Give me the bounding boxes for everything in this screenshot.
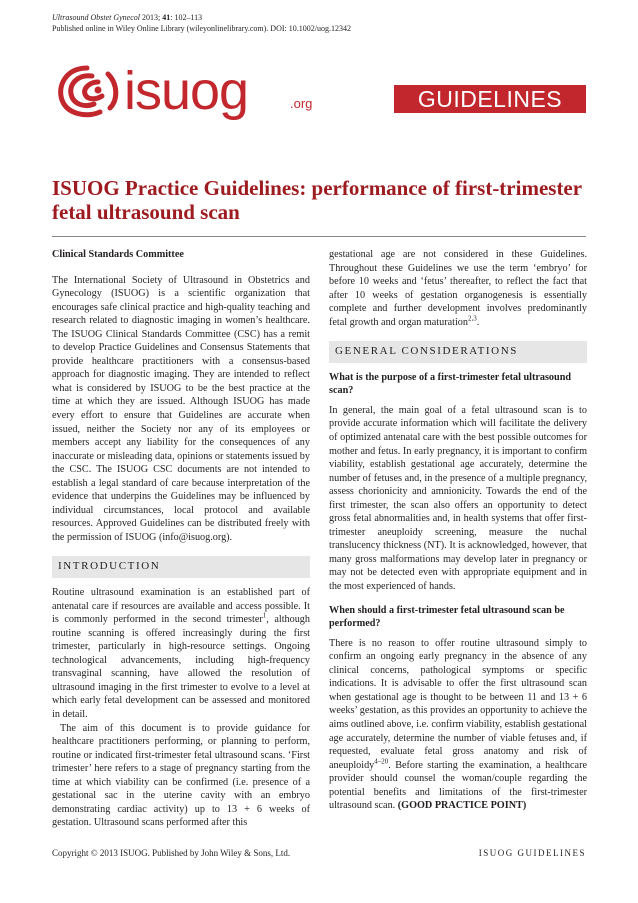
journal-name: Ultrasound Obstet Gynecol bbox=[52, 13, 140, 22]
introduction-paragraph-2: The aim of this document is to provide guidance for healthcare practitioners performing, or planning to perform, routine or indicated first-trimester fetal ultrasound scans. ‘First trimester’ here refers to a stage of pregnancy starting from the time at which viability can be confirmed (i.e. presence of a gestational sac in the uterine cavity with an embryo demonstrating cardiac activity) up to 13 + 6 weeks of gestation. Ultrasound scans performed after this bbox=[52, 722, 310, 829]
introduction-paragraph-1: Routine ultrasound examination is an established part of antenatal care if resources are available and access possible. It is commonly performed in the second trimester$^1$, although routine scanning is offered increasingly during the first trimester, particularly in high-resource settings. Ongoing technological advancements, including high-frequency transvaginal scanning, have allowed the resolution of ultrasound imaging in the first trimester to evolve to a level at which early fetal development can be assessed and monitored in detail. bbox=[52, 587, 310, 720]
question-timing: When should a first-trimester fetal ultrasound scan be performed? bbox=[329, 604, 565, 630]
intro-disclaimer-paragraph: The International Society of Ultrasound in Obstetrics and Gynecology (ISUOG) is a scientific organization that encourages safe clinical practice and high-quality teaching and research related to diagnostic imaging in women’s healthcare. The ISUOG Clinical Standards Committee (CSC) has a remit to develop Practice Guidelines and Consensus Statements that provide healthcare practitioners with a consensus-based approach for diagnostic imaging. They are intended to reflect what is considered by ISUOG to be the best practice at the time at which they are issued. Although ISUOG has made every effort to ensure that Guidelines are accurate when issued, neither the Society nor any of its employees or members accept any liability for the consequences of any inaccurate or misleading data, opinions or statements issued by the CSC. The ISUOG CSC documents are not intended to establish a legal standard of care because interpretation of the evidence that underpins the Guidelines may be influenced by individual circumstances, local protocol and available resources. Approved Guidelines can be distributed freely with the permission of ISUOG (info@isuog.org). bbox=[52, 274, 310, 543]
reference-marker: 2,3 bbox=[468, 314, 477, 323]
volume: 41 bbox=[162, 13, 171, 22]
footer-running-title: ISUOG GUIDELINES bbox=[478, 848, 586, 858]
fetus-logo-icon bbox=[52, 60, 122, 122]
logo-wordmark: isuog bbox=[124, 61, 249, 121]
isuog-logo bbox=[52, 60, 352, 130]
footer-copyright: Copyright © 2013 ISUOG. Published by John Wiley & Sons, Ltd. bbox=[52, 848, 291, 858]
pages: : 102–113 bbox=[170, 13, 203, 22]
committee-name: Clinical Standards Committee bbox=[52, 249, 184, 260]
answer-purpose: In general, the main goal of a fetal ultrasound scan is to provide accurate information which will facilitate the delivery of optimized antenatal care with the best possible outcomes for mother and fetus. In early pregnancy, it is important to confirm viability, establish gestational age accurately, determine the number of fetuses and, in the presence of a multiple pregnancy, assess chorionicity and amnionicity. Towards the end of the first trimester, the scan also offers an opportunity to detect gross fetal abnormalities and, in health systems that offer first-trimester aneuploidy screening, measure the nuchal translucency thickness (NT). It is acknowledged, however, that many gross malformations may develop later in pregnancy or may not be detected even with appropriate equipment and in the most experienced of hands. bbox=[329, 404, 587, 593]
guidelines-badge: GUIDELINES bbox=[394, 85, 586, 113]
citation-header bbox=[52, 12, 351, 34]
answer-timing: There is no reason to offer routine ultrasound simply to confirm an ongoing early pregnancy in the absence of any clinical concerns, pathological symptoms or specific indications. It is advisable to offer the first ultrasound scan when gestational age is thought to be between 11 and 13 + 6 weeks’ gestation, as this provides an opportunity to achieve the aims outlined above, i.e. confirm viability, establish gestational age accurately, determine the number of viable fetuses and, if requested, evaluate fetal gross anatomy and risk of aneuploidy$^{4-20}$. Before starting the examination, a healthcare provider should counsel the woman/couple regarding the potential benefits and limitations of the first-trimester ultrasound scan. (GOOD PRACTICE POINT) bbox=[329, 637, 587, 812]
section-heading-introduction: INTRODUCTION bbox=[52, 556, 310, 578]
section-heading-general-considerations: GENERAL CONSIDERATIONS bbox=[329, 341, 587, 363]
page-title: ISUOG Practice Guidelines: performance of first-trimester fetal ultrasound scan bbox=[52, 176, 582, 224]
reference-marker: 4–20 bbox=[374, 757, 389, 766]
logo-org-suffix: .org bbox=[290, 96, 313, 111]
right-column bbox=[329, 248, 587, 813]
citation-line: Ultrasound Obstet Gynecol 2013; 41: 102–113 bbox=[52, 13, 203, 22]
continued-paragraph: gestational age are not considered in these Guidelines. Throughout these Guidelines we use the term ‘embryo’ for before 10 weeks and ‘fetus’ thereafter, to reflect the fact that after 10 weeks of gestation organogenesis is essentially complete and further development involves predominantly fetal growth and organ maturation$^{2,3}$. bbox=[329, 249, 587, 328]
question-purpose: What is the purpose of a first-trimester fetal ultrasound scan? bbox=[329, 371, 572, 397]
good-practice-point: (GOOD PRACTICE POINT) bbox=[397, 800, 527, 812]
reference-marker: 1 bbox=[262, 611, 267, 620]
title-divider bbox=[52, 236, 586, 237]
left-column bbox=[52, 248, 310, 830]
published-line: Published online in Wiley Online Library (wileyonlinelibrary.com). DOI: 10.1002/uog.12342 bbox=[52, 24, 351, 33]
